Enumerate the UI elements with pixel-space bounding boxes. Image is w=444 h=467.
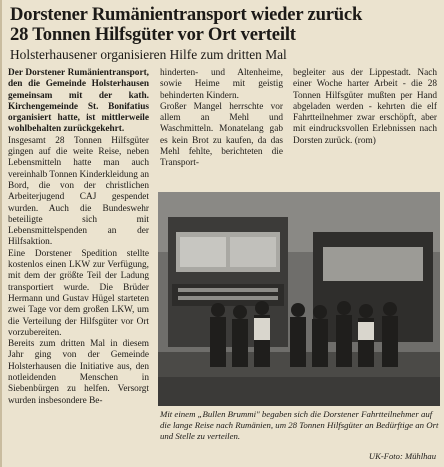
news-photo: [158, 192, 440, 406]
photo-illustration: [158, 192, 440, 406]
body-paragraph: Großer Mangel herrschte vor allem an Mehl und Waschmitteln. Monatelang gab es kein Brot zu kaufen, da das Mehl fehlte, berichteten die Transport-: [160, 101, 283, 169]
body-paragraph: Eine Dorstener Spedition stellte kostenlos einen LKW zur Verfügung, mit dem der größte Teil der Ladung transportiert wurde. Die Brüder Hermann und Gustav Hügel starteten zwei Tage vor dem großen LKW, um die Verteilung der Hilfsgüter vor Ort vorzubereiten.: [8, 248, 149, 338]
headline: [10, 5, 442, 45]
body-paragraph: Insgesamt 28 Tonnen Hilfsgüter gingen auf die weite Reise, neben Lebensmitteln hatte man auch vereinhalb Tonnen Kinderkleidung an Bord, die von der christlichen Arbeiterjugend CAJ gespendet wurden. Auch die Bundeswehr beteiligte sich mit Lebensmittelspenden an der Hilfsaktion.: [8, 135, 149, 248]
body-paragraph: begleiter aus der Lippestadt. Nach einer Woche harter Arbeit - die 28 Tonnen Hilfsgüter mußten per Hand abgeladen werden - kehrten die elf Fahrtteilnehmer zwar erschöpft, aber mit eindrucksvollen Erlebnissen nach Dorsten zurück. (rom): [293, 68, 437, 146]
photo-caption: Mit einem „Bullen Brummi" begaben sich die Dorstener Fahrtteilnehmer auf die lange Reise nach Rumänien, um 28 Tonnen Hilfsgüter an Bedürftige an Ort und Stelle zu verteilen.: [160, 409, 439, 441]
body-paragraph: hinderten- und Altenheime, sowie Heime mit geistig behinderten Kindern.: [160, 68, 283, 101]
column-3: [293, 68, 437, 190]
headline-line-1: Dorstener Rumänientransport wieder zurück: [10, 4, 363, 25]
column-2: [160, 68, 283, 190]
photo-credit: UK-Foto: Mühlhau: [368, 451, 436, 461]
headline-line-2: 28 Tonnen Hilfsgüter vor Ort verteilt: [10, 24, 296, 45]
column-1: [8, 68, 149, 460]
lead-paragraph: Der Dorstener Rumänientransport, den die Gemeinde Holsterhausen gemeinsam mit der kath. Kirchengemeinde St. Bonifatius organisiert hatte, ist mittlerweile wohlbehalten zurückgekehrt.: [8, 68, 149, 135]
subheadline: Holsterhausener organisieren Hilfe zum dritten Mal: [10, 47, 287, 62]
body-paragraph: Bereits zum dritten Mal in diesem Jahr ging von der Gemeinde Holsterhausen die Initiative aus, den notleidenden Menschen in Siebenbürgen zu helfen. Versorgt wurden insbesondere Be-: [8, 339, 149, 406]
